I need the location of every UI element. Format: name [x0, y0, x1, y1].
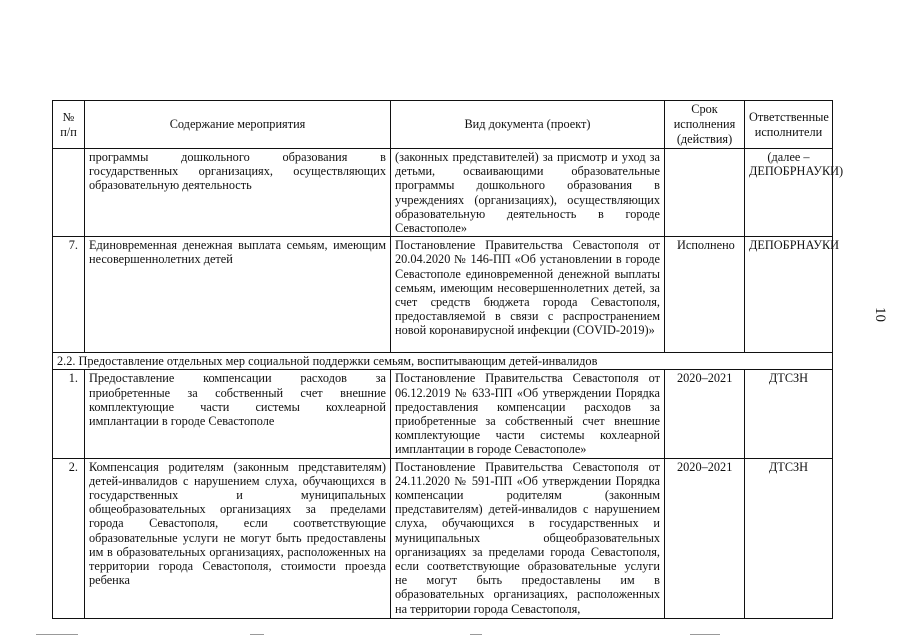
table-row	[53, 370, 833, 458]
row-content: Единовременная денежная выплата семьям, имеющим несовершеннолетних детей	[85, 237, 391, 353]
row-num: 1.	[53, 370, 85, 458]
row-num: 7.	[53, 237, 85, 353]
page-number: 10	[872, 307, 888, 322]
row-doc: (законных представителей) за присмотр и уход за детьми, осваивающими образовательные программы дошкольного образования в учреждениях (организациях), осуществляющих образовательную деятельность в городе Севастополе»	[391, 149, 665, 237]
row-responsible: ДТСЗН	[745, 370, 833, 458]
row-deadline: 2020–2021	[665, 370, 745, 458]
header-doc: Вид документа (проект)	[391, 101, 665, 149]
row-content: программы дошкольного образования в государственных организациях, осуществляющих образовательную деятельность	[85, 149, 391, 237]
header-num: № п/п	[53, 101, 85, 149]
measures-table	[52, 100, 844, 619]
row-num	[53, 149, 85, 237]
row-doc: Постановление Правительства Севастополя от 20.04.2020 № 146-ПП «Об установлении в городе Севастополе единовременной денежной выплаты семьям, имеющим несовершеннолетних детей, за счет средств бюджета города Севастополя, предоставляемой в связи с распространением новой коронавирусной инфекции (COVID-2019)»	[391, 237, 665, 353]
row-num: 2.	[53, 458, 85, 618]
row-content: Компенсация родителям (законным представителям) детей-инвалидов с нарушением слуха, обучающихся в государственных и муниципальных общеобразовательных организациях за пределами города Севастополя, если соответствующие образовательные услуги не могут быть предоставлены им в образовательных организациях, расположенных на территории города Севастополя, стоимости проезда ребенка	[85, 458, 391, 618]
table-row	[53, 237, 833, 353]
scan-edge-marks	[0, 630, 905, 640]
row-deadline	[665, 149, 745, 237]
row-doc: Постановление Правительства Севастополя от 24.11.2020 № 591-ПП «Об утверждении Порядка компенсации родителям (законным представителям) детей-инвалидов с нарушением слуха, обучающихся в государственных и муниципальных общеобразовательных организациях за пределами города Севастополя, если соответствующие образовательные услуги не могут быть предоставлены им в образовательных организациях, расположенных на территории города Севастополя,	[391, 458, 665, 618]
table-row	[53, 458, 833, 618]
row-content: Предоставление компенсации расходов за приобретенные за собственный счет внешние комплектующие части системы кохлеарной имплантации в городе Севастополе	[85, 370, 391, 458]
row-deadline: Исполнено	[665, 237, 745, 353]
row-responsible: ДЕПОБРНАУКИ	[745, 237, 833, 353]
header-responsible: Ответственные исполнители	[745, 101, 833, 149]
row-deadline: 2020–2021	[665, 458, 745, 618]
table-header	[53, 101, 833, 149]
header-content: Содержание мероприятия	[85, 101, 391, 149]
section-title: 2.2. Предоставление отдельных мер социальной поддержки семьям, воспитывающим детей-инвалидов	[53, 353, 833, 370]
table-row	[53, 149, 833, 237]
row-responsible: ДТСЗН	[745, 458, 833, 618]
row-doc: Постановление Правительства Севастополя от 06.12.2019 № 633-ПП «Об утверждении Порядка предоставления компенсации расходов за приобретенные за собственный счет внешние комплектующие части системы кохлеарной имплантации в городе Севастополе»	[391, 370, 665, 458]
section-row	[53, 353, 833, 370]
row-responsible: (далее – ДЕПОБРНАУКИ)	[745, 149, 833, 237]
header-deadline: Срок исполнения (действия)	[665, 101, 745, 149]
